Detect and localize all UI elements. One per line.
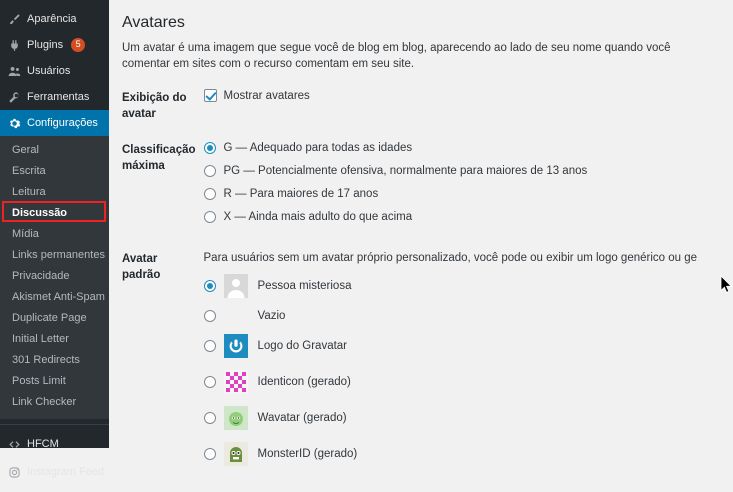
sidebar-subitem-link-checker[interactable]: Link Checker	[12, 396, 77, 408]
default-avatar-label-blank: Vazio	[257, 310, 286, 322]
sidebar-item-plugins[interactable]	[0, 32, 109, 58]
rating-radio-r[interactable]	[204, 188, 216, 200]
table-row-default-avatar	[122, 247, 697, 492]
field-label-rating: Classificação máxima	[122, 144, 196, 172]
identicon-avatar-icon	[224, 370, 248, 394]
page-title: Avatares	[122, 14, 185, 31]
sidebar-subitem-leitura[interactable]: Leitura	[12, 186, 46, 198]
default-avatar-option-monsterid[interactable]	[204, 442, 698, 466]
sidebar-subitem-privacidade[interactable]: Privacidade	[12, 270, 70, 282]
sidebar-item-label: Usuários	[27, 65, 71, 77]
sidebar-item-instagram-feed[interactable]	[0, 458, 109, 486]
sidebar-item-usuarios[interactable]	[0, 58, 109, 84]
code-icon	[7, 437, 21, 451]
sidebar-divider	[0, 424, 109, 425]
tools-icon	[7, 90, 21, 104]
show-avatars-label: Mostrar avatares	[223, 89, 310, 102]
sidebar-subitem-301-redirects[interactable]: 301 Redirects	[12, 354, 80, 366]
field-label-display: Exibição do avatar	[122, 92, 187, 120]
sidebar-item-ferramentas[interactable]	[0, 84, 109, 110]
field-label-default-avatar: Avatar padrão	[122, 253, 161, 281]
sidebar-bottom-menu	[0, 430, 109, 486]
sidebar-item-label: Configurações	[27, 117, 98, 129]
sidebar-subitem-akismet-anti-spam[interactable]: Akismet Anti-Spam	[12, 291, 105, 303]
admin-sidebar	[0, 0, 109, 478]
brush-icon	[7, 12, 21, 26]
sidebar-subitem-midia[interactable]: Mídia	[12, 228, 39, 240]
rating-label-r: R — Para maiores de 17 anos	[223, 188, 379, 200]
sidebar-item-label: Instagram Feed	[27, 466, 105, 478]
rating-label-g: G — Adequado para todas as idades	[223, 142, 413, 154]
mouse-cursor	[721, 276, 733, 294]
avatars-form-table	[122, 86, 697, 492]
default-avatar-radio-wavatar[interactable]	[204, 412, 216, 424]
default-avatar-radio-monsterid[interactable]	[204, 448, 216, 460]
sidebar-item-label: Aparência	[27, 13, 77, 25]
sidebar-subitem-geral[interactable]: Geral	[12, 144, 39, 156]
sidebar-subitem-escrita[interactable]: Escrita	[12, 165, 46, 177]
settings-icon	[7, 116, 21, 130]
sidebar-item-configuracoes[interactable]	[0, 110, 109, 136]
default-avatar-option-wavatar[interactable]	[204, 406, 698, 430]
rating-option-r[interactable]	[204, 187, 698, 201]
rating-radio-pg[interactable]	[204, 165, 216, 177]
default-avatar-option-blank[interactable]	[204, 310, 698, 322]
show-avatars-row[interactable]	[204, 89, 698, 102]
plugins-update-badge: 5	[71, 38, 85, 52]
default-avatar-radio-identicon[interactable]	[204, 376, 216, 388]
rating-option-g[interactable]	[204, 141, 698, 155]
sidebar-subitem-duplicate-page[interactable]: Duplicate Page	[12, 312, 87, 324]
users-icon	[7, 64, 21, 78]
sidebar-subitem-initial-letter[interactable]: Initial Letter	[12, 333, 69, 345]
rating-option-x[interactable]	[204, 210, 698, 224]
plug-icon	[7, 38, 21, 52]
avatars-intro-text: Um avatar é uma imagem que segue você de blog em blog, aparecendo ao lado de seu nome quando você comentar em sites com o recurso comentam em seu site.	[122, 42, 671, 70]
sidebar-top-menu	[0, 0, 109, 136]
default-avatar-option-mystery-person[interactable]	[204, 274, 698, 298]
show-avatars-checkbox[interactable]	[204, 89, 217, 102]
settings-submenu	[0, 136, 109, 419]
default-avatar-label-gravatar-logo: Logo do Gravatar	[257, 340, 348, 352]
rating-label-x: X — Ainda mais adulto do que acima	[223, 211, 413, 223]
default-avatar-radio-blank[interactable]	[204, 310, 216, 322]
mystery-person-avatar-icon	[224, 274, 248, 298]
default-avatar-option-gravatar-logo[interactable]	[204, 334, 698, 358]
default-avatar-label-monsterid: MonsterID (gerado)	[257, 448, 358, 460]
sidebar-subitem-posts-limit[interactable]: Posts Limit	[12, 375, 66, 387]
settings-discussion-panel	[109, 0, 698, 460]
instagram-icon	[7, 465, 21, 479]
wavatar-avatar-icon	[224, 406, 248, 430]
sidebar-item-hfcm[interactable]	[0, 430, 109, 458]
sidebar-item-label: HFCM	[27, 438, 59, 450]
rating-option-pg[interactable]	[204, 164, 698, 178]
rating-radio-g[interactable]	[204, 142, 216, 154]
gravatar-logo-avatar-icon	[224, 334, 248, 358]
sidebar-subitem-links-permanentes[interactable]: Links permanentes	[12, 249, 105, 261]
default-avatar-label-identicon: Identicon (gerado)	[257, 376, 351, 388]
sidebar-item-label: Plugins	[27, 39, 64, 51]
sidebar-item-aparencia[interactable]	[0, 6, 109, 32]
default-avatar-label-wavatar: Wavatar (gerado)	[257, 412, 347, 424]
default-avatar-radio-gravatar-logo[interactable]	[204, 340, 216, 352]
default-avatar-label-mystery-person: Pessoa misteriosa	[257, 280, 352, 292]
rating-label-pg: PG — Potencialmente ofensiva, normalmente para maiores de 13 anos	[223, 165, 588, 177]
default-avatar-option-identicon[interactable]	[204, 370, 698, 394]
default-avatar-note: Para usuários sem um avatar próprio personalizado, você pode ou exibir um logo genérico ou ge	[203, 252, 698, 264]
sidebar-item-label: Ferramentas	[27, 91, 90, 103]
default-avatar-radio-mystery-person[interactable]	[204, 280, 216, 292]
table-row-display	[122, 86, 697, 138]
rating-radio-x[interactable]	[204, 211, 216, 223]
sidebar-subitem-discussao[interactable]: Discussão	[0, 203, 109, 224]
table-row-rating	[122, 138, 697, 247]
monsterid-avatar-icon	[224, 442, 248, 466]
